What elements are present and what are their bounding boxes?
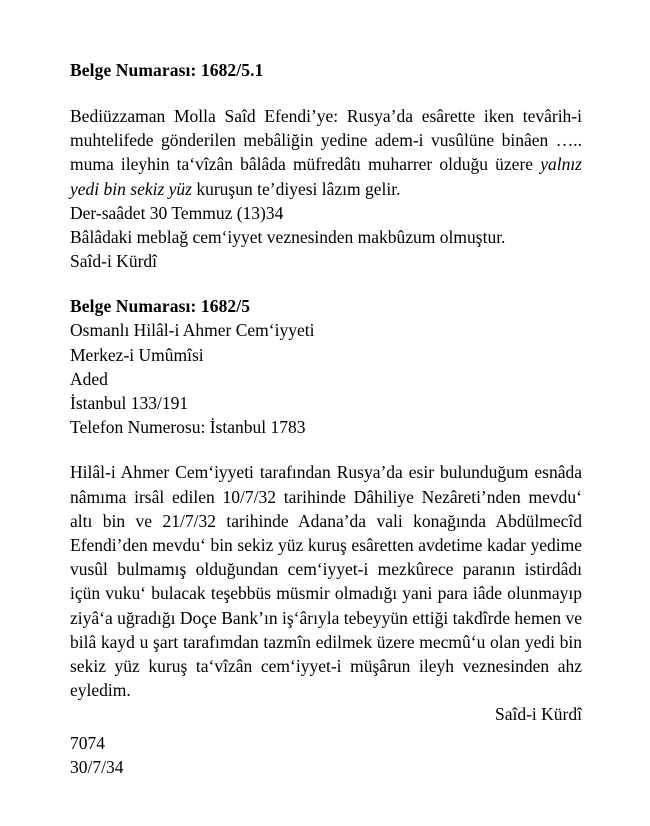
- letterhead-address: İstanbul 133/191: [70, 393, 189, 414]
- spacer: [70, 439, 582, 460]
- spacer: [70, 82, 582, 104]
- section1-line-signature: Saîd-i Kürdî: [70, 251, 158, 272]
- footer-date: 30/7/34: [70, 756, 124, 777]
- paragraph-section1-part2: kuruşun te’diyesi lâzım gelir.: [191, 178, 401, 199]
- section1-closing-lines: [70, 201, 582, 274]
- paragraph-section1-part1: Bediüzzaman Molla Saîd Efendi’ye: Rusya’da esârette iken tevârih-i muhtelifede gönderilen mebâliğin yedine adem-i vusûlüne binâen ….. muma ileyhin ta‘vîzân bâlâda müfredâtı muharrer olduğu üzere: [70, 106, 582, 175]
- document-number-heading-2: Belge Numarası: 1682/5: [70, 296, 251, 317]
- paragraph-section1-emphasis: yalnız yedi bin sekiz yüz: [70, 154, 582, 199]
- letterhead-telephone: Telefon Numerosu: İstanbul 1783: [70, 417, 306, 438]
- paragraph-section2-body: Hilâl-i Ahmer Cem‘iyyeti tarafından Rusya’da esir bulunduğum esnâda nâmıma irsâl edilen 10/7/32 tarihinde Dâhiliye Nezâreti’nden mevdu‘ altı bin ve 21/7/32 tarihinde Adana’da vali konağında Abdülmecîd Efendi’den mevdu‘ bin sekiz yüz kuruş esâretten avdetime kadar yedime vusûl bulmamış olduğundan cem‘iyyet-i mezkûrece paranın istirdâdı içün vuku‘ bulacak teşebbüs müsmir olmadığı yani para iâde olunmayıp ziyâ‘a uğradığı Doçe Bank’ın iş‘ârıyla tebeyyün ettiği takdîrde hemen ve bilâ kayd u şart tarafımdan tazmîn edilmek üzere mecmû‘u olan yedi bin sekiz yüz kuruş ta‘vîzân cem‘iyyet-i müşârun ileyh veznesinden ahz eyledim.: [70, 462, 582, 701]
- letterhead-aded: Aded: [70, 368, 108, 389]
- letterhead-organization: Osmanlı Hilâl-i Ahmer Cem‘iyyeti: [70, 320, 315, 341]
- paragraph-section1: [70, 104, 582, 201]
- document-number-heading-1: Belge Numarası: 1682/5.1: [70, 60, 264, 80]
- spacer: [70, 273, 582, 294]
- section2-letterhead-lines: [70, 318, 582, 439]
- section1-line-date: Der-saâdet 30 Temmuz (13)34: [70, 202, 284, 223]
- footer-number: 7074: [70, 732, 105, 753]
- document-footer: [70, 731, 582, 779]
- letterhead-center: Merkez-i Umûmîsi: [70, 344, 204, 365]
- section1-line-receipt: Bâlâdaki meblağ cem‘iyyet veznesinden makbûzum olmuştur.: [70, 227, 506, 248]
- section2-signature: Saîd-i Kürdî: [494, 704, 582, 725]
